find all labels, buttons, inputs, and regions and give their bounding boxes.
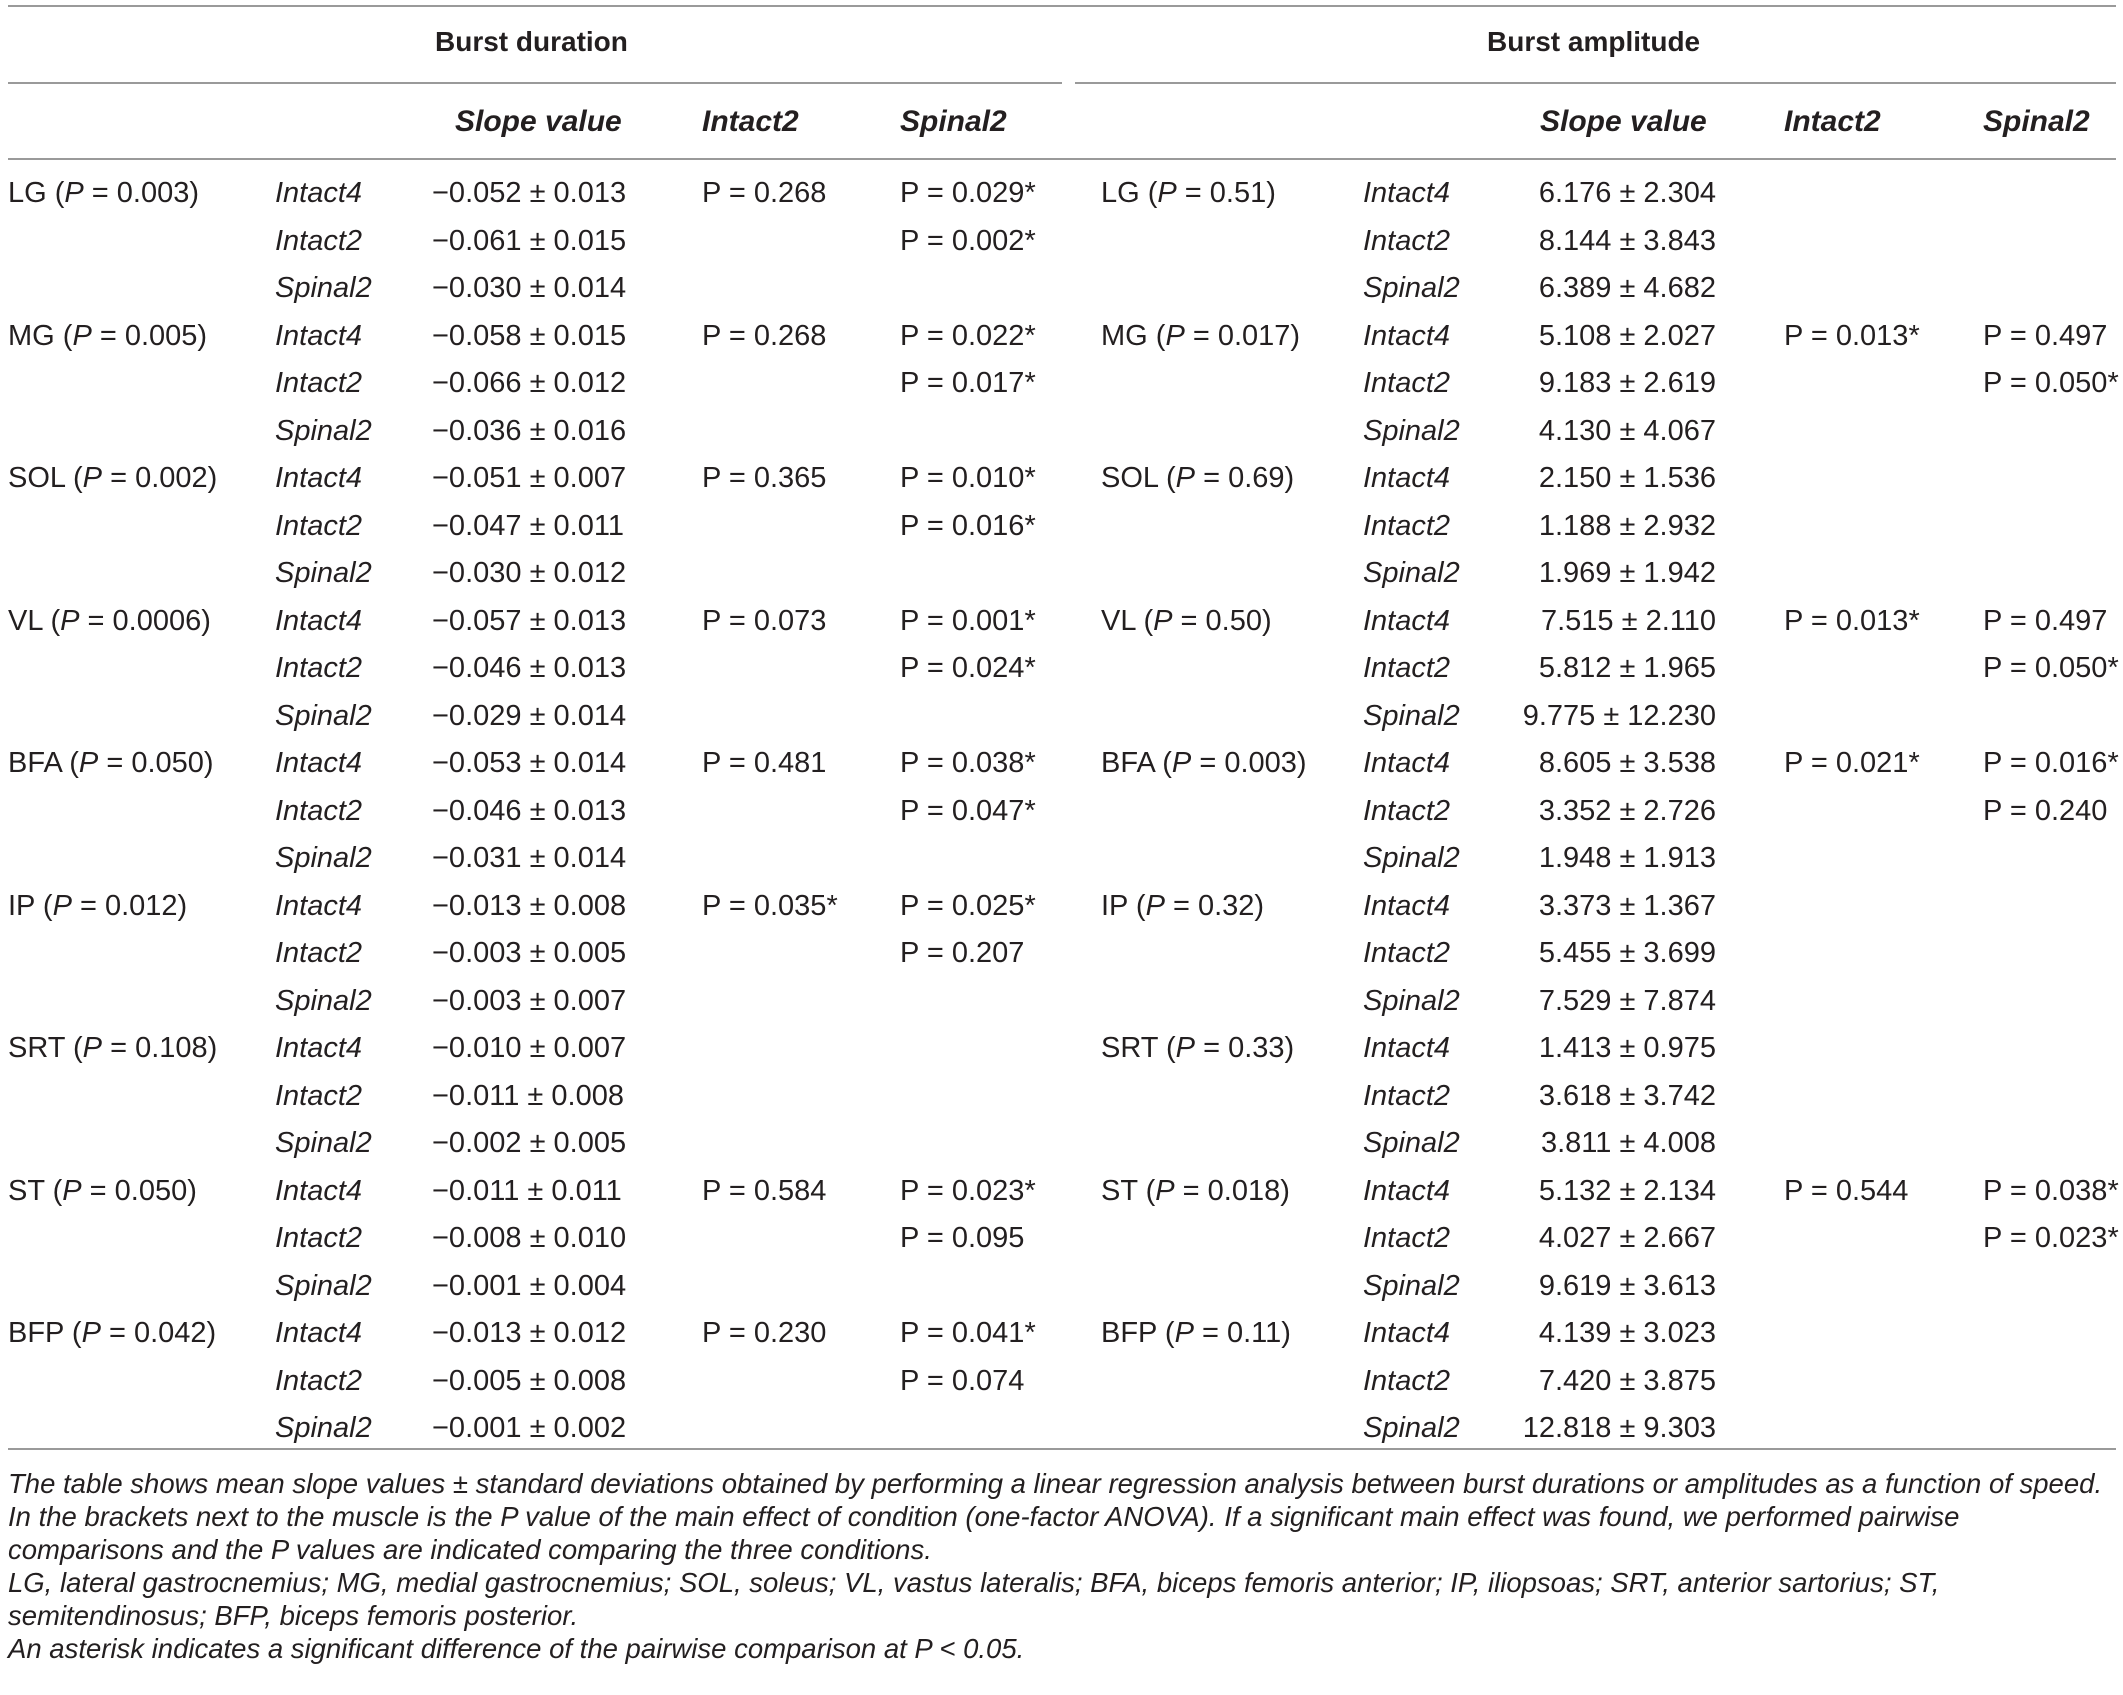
anova-p-value: = 0.33) <box>1195 1032 1295 1064</box>
duration-condition-cell: Intact4 <box>275 1174 363 1207</box>
amplitude-slope-cell: 3.618 ± 3.742 <box>1538 1079 1716 1112</box>
amplitude-slope-cell: 5.108 ± 2.027 <box>1538 319 1716 352</box>
duration-spinal2-p-cell: P = 0.207 <box>900 937 1025 969</box>
amplitude-slope-cell: 1.413 ± 0.975 <box>1538 1032 1716 1064</box>
duration-spinal2-p-cell: P = 0.022* <box>900 319 1036 352</box>
amplitude-intact2-p-cell: P = 0.013* <box>1784 319 1920 352</box>
amplitude-slope-cell: 7.529 ± 7.874 <box>1538 984 1716 1017</box>
table-row <box>0 1120 2123 1168</box>
amplitude-condition-cell: Intact4 <box>1363 1317 1451 1349</box>
duration-condition-cell: Spinal2 <box>275 1269 372 1302</box>
amplitude-slope-cell: 12.818 ± 9.303 <box>1522 1412 1716 1444</box>
amplitude-slope-cell: 6.176 ± 2.304 <box>1538 177 1716 209</box>
duration-muscle-cell <box>8 313 207 361</box>
duration-slope-cell: −0.061 ± 0.015 <box>432 224 627 257</box>
anova-p-value: = 0.51) <box>1176 177 1276 209</box>
duration-slope-cell: −0.005 ± 0.008 <box>432 1364 627 1397</box>
amplitude-condition-cell: Intact4 <box>1363 604 1451 637</box>
duration-slope-cell: −0.010 ± 0.007 <box>432 1032 627 1064</box>
duration-slope-cell: −0.001 ± 0.004 <box>432 1269 627 1302</box>
duration-spinal2-p-cell: P = 0.002* <box>900 224 1036 257</box>
duration-slope-cell: −0.002 ± 0.005 <box>432 1127 627 1159</box>
col-head-duration-spinal2: Spinal2 <box>900 105 1007 138</box>
duration-slope-cell: −0.003 ± 0.005 <box>432 937 627 969</box>
col-head-duration-intact2: Intact2 <box>702 105 799 138</box>
duration-slope-cell: −0.029 ± 0.014 <box>432 699 627 732</box>
p-symbol: P <box>82 1032 103 1064</box>
anova-p-value: = 0.32) <box>1164 889 1265 922</box>
duration-slope-cell: −0.057 ± 0.013 <box>432 604 627 637</box>
amplitude-condition-cell: Intact4 <box>1363 1174 1451 1207</box>
amplitude-slope-cell: 9.619 ± 3.613 <box>1538 1269 1716 1302</box>
duration-condition-cell: Spinal2 <box>275 842 372 874</box>
amplitude-slope-cell: 4.130 ± 4.067 <box>1538 414 1716 447</box>
amplitude-condition-cell: Spinal2 <box>1363 1127 1460 1159</box>
duration-condition-cell: Intact2 <box>275 937 363 969</box>
muscle-label: SRT ( <box>1101 1032 1176 1064</box>
header-rule <box>8 158 2116 160</box>
muscle-label: BFA ( <box>1101 747 1172 779</box>
amplitude-condition-cell: Intact2 <box>1363 367 1451 399</box>
duration-slope-cell: −0.003 ± 0.007 <box>432 984 627 1017</box>
amplitude-muscle-cell <box>1101 598 1272 646</box>
amplitude-spinal2-p-cell: P = 0.023* <box>1983 1222 2119 1254</box>
amplitude-muscle-cell <box>1101 313 1300 361</box>
duration-condition-cell: Intact2 <box>275 509 363 542</box>
amplitude-condition-cell: Intact2 <box>1363 1364 1451 1397</box>
duration-intact2-p-cell: P = 0.268 <box>702 319 827 352</box>
table-row <box>0 1263 2123 1311</box>
table-footnotes <box>8 1467 2116 1665</box>
duration-condition-cell: Intact4 <box>275 462 363 494</box>
duration-slope-cell: −0.013 ± 0.008 <box>432 889 627 922</box>
p-symbol: P <box>72 319 92 352</box>
amplitude-intact2-p-cell: P = 0.013* <box>1784 604 1920 637</box>
duration-muscle-cell <box>8 455 217 503</box>
table-row <box>0 1025 2123 1073</box>
muscle-label: LG ( <box>8 177 65 209</box>
duration-condition-cell: Intact4 <box>275 1032 363 1064</box>
table-row <box>0 170 2123 218</box>
table-row <box>0 1310 2123 1358</box>
amplitude-spinal2-p-cell: P = 0.016* <box>1983 747 2119 779</box>
duration-intact2-p-cell: P = 0.268 <box>702 177 827 209</box>
p-symbol: P <box>1153 604 1173 637</box>
duration-slope-cell: −0.030 ± 0.014 <box>432 272 627 304</box>
anova-p-value: = 0.005) <box>91 319 208 352</box>
duration-slope-cell: −0.046 ± 0.013 <box>432 794 627 827</box>
amplitude-condition-cell: Spinal2 <box>1363 699 1460 732</box>
amplitude-condition-cell: Intact4 <box>1363 177 1451 209</box>
amplitude-slope-cell: 1.948 ± 1.913 <box>1538 842 1716 874</box>
amplitude-group-rule <box>1075 82 2116 84</box>
duration-muscle-cell <box>8 1310 216 1358</box>
duration-slope-cell: −0.030 ± 0.012 <box>432 557 627 589</box>
duration-slope-cell: −0.001 ± 0.002 <box>432 1412 627 1444</box>
anova-p-value: = 0.012) <box>71 889 188 922</box>
anova-p-value: = 0.003) <box>83 177 200 209</box>
col-head-amplitude-intact2: Intact2 <box>1784 105 1881 138</box>
duration-condition-cell: Spinal2 <box>275 699 372 732</box>
duration-slope-cell: −0.013 ± 0.012 <box>432 1317 627 1349</box>
table-row <box>0 598 2123 646</box>
duration-group-rule <box>8 82 1062 84</box>
anova-p-value: = 0.050) <box>98 747 214 779</box>
table-row <box>0 1358 2123 1406</box>
p-symbol: P <box>64 177 84 209</box>
anova-p-value: = 0.017) <box>1184 319 1301 352</box>
amplitude-condition-cell: Spinal2 <box>1363 984 1460 1017</box>
p-symbol: P <box>1165 319 1185 352</box>
table-row <box>0 835 2123 883</box>
duration-condition-cell: Spinal2 <box>275 414 372 447</box>
amplitude-spinal2-p-cell: P = 0.050* <box>1983 652 2119 684</box>
amplitude-spinal2-p-cell: P = 0.240 <box>1983 794 2108 827</box>
col-head-amplitude-spinal2: Spinal2 <box>1983 105 2090 138</box>
p-symbol: P <box>60 604 80 637</box>
amplitude-slope-cell: 3.373 ± 1.367 <box>1538 889 1716 922</box>
duration-condition-cell: Spinal2 <box>275 984 372 1017</box>
muscle-label: BFP ( <box>8 1317 82 1349</box>
amplitude-slope-cell: 9.183 ± 2.619 <box>1538 367 1716 399</box>
anova-p-value: = 0.108) <box>102 1032 218 1064</box>
amplitude-slope-cell: 1.969 ± 1.942 <box>1538 557 1716 589</box>
duration-condition-cell: Intact4 <box>275 319 363 352</box>
table-row <box>0 408 2123 456</box>
duration-slope-cell: −0.011 ± 0.008 <box>432 1079 624 1112</box>
p-symbol: P <box>1157 177 1177 209</box>
duration-condition-cell: Intact4 <box>275 747 363 779</box>
amplitude-condition-cell: Intact4 <box>1363 747 1451 779</box>
anova-p-value: = 0.042) <box>100 1317 217 1349</box>
duration-spinal2-p-cell: P = 0.001* <box>900 604 1036 637</box>
duration-spinal2-p-cell: P = 0.017* <box>900 367 1036 399</box>
duration-condition-cell: Intact4 <box>275 1317 363 1349</box>
duration-muscle-cell <box>8 170 199 218</box>
amplitude-condition-cell: Spinal2 <box>1363 1269 1460 1302</box>
amplitude-slope-cell: 6.389 ± 4.682 <box>1538 272 1716 304</box>
duration-muscle-cell <box>8 1025 217 1073</box>
p-symbol: P <box>1171 747 1192 779</box>
duration-spinal2-p-cell: P = 0.024* <box>900 652 1036 684</box>
amplitude-condition-cell: Spinal2 <box>1363 414 1460 447</box>
duration-intact2-p-cell: P = 0.584 <box>702 1174 827 1207</box>
duration-spinal2-p-cell: P = 0.029* <box>900 177 1036 209</box>
amplitude-condition-cell: Intact2 <box>1363 937 1451 969</box>
duration-slope-cell: −0.047 ± 0.011 <box>432 509 624 542</box>
duration-condition-cell: Intact2 <box>275 224 363 257</box>
amplitude-condition-cell: Spinal2 <box>1363 272 1460 304</box>
duration-condition-cell: Spinal2 <box>275 1127 372 1159</box>
duration-slope-cell: −0.008 ± 0.010 <box>432 1222 627 1254</box>
table-row <box>0 360 2123 408</box>
table-row <box>0 1073 2123 1121</box>
duration-intact2-p-cell: P = 0.035* <box>702 889 838 922</box>
p-symbol: P <box>52 889 72 922</box>
muscle-label: VL ( <box>1101 604 1154 637</box>
p-symbol: P <box>78 747 99 779</box>
anova-p-value: = 0.11) <box>1193 1317 1291 1349</box>
table-row <box>0 740 2123 788</box>
footnote-asterisk: An asterisk indicates a significant difference of the pairwise comparison at P < 0.05. <box>8 1633 1025 1664</box>
anova-p-value: = 0.50) <box>1172 604 1272 637</box>
duration-condition-cell: Intact4 <box>275 889 363 922</box>
anova-p-value: = 0.0006) <box>79 604 211 637</box>
amplitude-condition-cell: Intact4 <box>1363 889 1451 922</box>
duration-slope-cell: −0.011 ± 0.011 <box>432 1174 622 1207</box>
amplitude-muscle-cell <box>1101 170 1276 218</box>
p-symbol: P <box>1175 1032 1196 1064</box>
amplitude-condition-cell: Intact4 <box>1363 462 1451 494</box>
amplitude-condition-cell: Intact4 <box>1363 319 1451 352</box>
duration-intact2-p-cell: P = 0.365 <box>702 462 827 494</box>
amplitude-condition-cell: Spinal2 <box>1363 557 1460 589</box>
p-symbol: P <box>82 462 103 494</box>
duration-condition-cell: Intact4 <box>275 177 363 209</box>
amplitude-spinal2-p-cell: P = 0.050* <box>1983 367 2119 399</box>
duration-slope-cell: −0.051 ± 0.007 <box>432 462 627 494</box>
amplitude-condition-cell: Intact2 <box>1363 1079 1451 1112</box>
top-rule <box>8 5 2116 7</box>
amplitude-muscle-cell <box>1101 1025 1294 1073</box>
duration-spinal2-p-cell: P = 0.041* <box>900 1317 1036 1349</box>
amplitude-muscle-cell <box>1101 1310 1291 1358</box>
duration-spinal2-p-cell: P = 0.010* <box>900 462 1036 494</box>
table-row <box>0 645 2123 693</box>
muscle-label: SOL ( <box>8 462 83 494</box>
duration-muscle-cell <box>8 598 211 646</box>
duration-muscle-cell <box>8 883 187 931</box>
duration-condition-cell: Intact4 <box>275 604 363 637</box>
muscle-label: MG ( <box>8 319 73 352</box>
duration-condition-cell: Intact2 <box>275 1222 363 1254</box>
duration-spinal2-p-cell: P = 0.025* <box>900 889 1036 922</box>
col-head-amplitude-slope: Slope value <box>1540 105 1707 138</box>
table-row <box>0 1405 2123 1453</box>
duration-spinal2-p-cell: P = 0.023* <box>900 1174 1036 1207</box>
table-row <box>0 978 2123 1026</box>
muscle-label: BFA ( <box>8 747 79 779</box>
table-row <box>0 503 2123 551</box>
duration-condition-cell: Intact2 <box>275 652 363 684</box>
duration-condition-cell: Spinal2 <box>275 1412 372 1444</box>
p-symbol: P <box>1175 462 1196 494</box>
p-symbol: P <box>62 1174 82 1207</box>
duration-condition-cell: Intact2 <box>275 1079 363 1112</box>
amplitude-condition-cell: Spinal2 <box>1363 842 1460 874</box>
anova-p-value: = 0.003) <box>1191 747 1307 779</box>
muscle-label: MG ( <box>1101 319 1166 352</box>
duration-intact2-p-cell: P = 0.073 <box>702 604 827 637</box>
duration-slope-cell: −0.053 ± 0.014 <box>432 747 627 779</box>
col-head-duration-slope: Slope value <box>455 105 622 138</box>
amplitude-slope-cell: 9.775 ± 12.230 <box>1522 699 1716 732</box>
amplitude-slope-cell: 5.812 ± 1.965 <box>1538 652 1716 684</box>
table-row <box>0 930 2123 978</box>
duration-spinal2-p-cell: P = 0.074 <box>900 1364 1025 1397</box>
amplitude-slope-cell: 8.144 ± 3.843 <box>1538 224 1716 257</box>
amplitude-slope-cell: 5.132 ± 2.134 <box>1538 1174 1716 1207</box>
amplitude-spinal2-p-cell: P = 0.497 <box>1983 319 2108 352</box>
anova-p-value: = 0.69) <box>1195 462 1295 494</box>
anova-p-value: = 0.018) <box>1174 1174 1290 1207</box>
table-row <box>0 455 2123 503</box>
muscle-label: IP ( <box>1101 889 1146 922</box>
amplitude-slope-cell: 3.811 ± 4.008 <box>1540 1127 1716 1159</box>
duration-slope-cell: −0.066 ± 0.012 <box>432 367 627 399</box>
duration-slope-cell: −0.031 ± 0.014 <box>432 842 627 874</box>
amplitude-condition-cell: Intact2 <box>1363 794 1451 827</box>
amplitude-muscle-cell <box>1101 883 1264 931</box>
muscle-label: SOL ( <box>1101 462 1176 494</box>
duration-condition-cell: Intact2 <box>275 794 363 827</box>
amplitude-condition-cell: Intact4 <box>1363 1032 1451 1064</box>
duration-condition-cell: Intact2 <box>275 367 363 399</box>
duration-condition-cell: Spinal2 <box>275 272 372 304</box>
amplitude-slope-cell: 5.455 ± 3.699 <box>1538 937 1716 969</box>
header-burst-amplitude: Burst amplitude <box>1487 26 1701 57</box>
duration-intact2-p-cell: P = 0.481 <box>702 747 827 779</box>
duration-intact2-p-cell: P = 0.230 <box>702 1317 827 1349</box>
amplitude-slope-cell: 7.420 ± 3.875 <box>1538 1364 1716 1397</box>
muscle-label: SRT ( <box>8 1032 83 1064</box>
muscle-label: LG ( <box>1101 177 1158 209</box>
p-symbol: P <box>81 1317 101 1349</box>
muscle-label: ST ( <box>1101 1174 1156 1207</box>
footnote-description: The table shows mean slope values ± standard deviations obtained by performing a linear regression analysis between burst durations or amplitudes as a function of speed. In the brackets next to the muscle is the P value of the main effect of condition (one-factor ANOVA). If a significant main effect was found, we performed pairwise comparisons and the P values are indicated comparing the three conditions. <box>8 1468 2103 1565</box>
duration-condition-cell: Spinal2 <box>275 557 372 589</box>
duration-slope-cell: −0.058 ± 0.015 <box>432 319 627 352</box>
duration-muscle-cell <box>8 1168 197 1216</box>
anova-p-value: = 0.002) <box>102 462 218 494</box>
duration-slope-cell: −0.046 ± 0.013 <box>432 652 627 684</box>
amplitude-spinal2-p-cell: P = 0.038* <box>1983 1174 2119 1207</box>
amplitude-spinal2-p-cell: P = 0.497 <box>1983 604 2108 637</box>
amplitude-muscle-cell <box>1101 1168 1290 1216</box>
table-row <box>0 265 2123 313</box>
table-row <box>0 693 2123 741</box>
table-row <box>0 1215 2123 1263</box>
table-row <box>0 550 2123 598</box>
amplitude-muscle-cell <box>1101 740 1307 788</box>
amplitude-condition-cell: Intact2 <box>1363 1222 1451 1254</box>
muscle-label: VL ( <box>8 604 61 637</box>
table-row <box>0 883 2123 931</box>
amplitude-condition-cell: Intact2 <box>1363 224 1451 257</box>
muscle-label: IP ( <box>8 889 53 922</box>
amplitude-condition-cell: Spinal2 <box>1363 1412 1460 1444</box>
amplitude-slope-cell: 8.605 ± 3.538 <box>1538 747 1716 779</box>
duration-slope-cell: −0.052 ± 0.013 <box>432 177 627 209</box>
amplitude-muscle-cell <box>1101 455 1294 503</box>
amplitude-intact2-p-cell: P = 0.544 <box>1784 1174 1909 1207</box>
amplitude-intact2-p-cell: P = 0.021* <box>1784 747 1920 779</box>
amplitude-slope-cell: 7.515 ± 2.110 <box>1540 604 1716 637</box>
table-row <box>0 313 2123 361</box>
muscle-label: BFP ( <box>1101 1317 1175 1349</box>
table-body <box>0 170 2123 1453</box>
duration-condition-cell: Intact2 <box>275 1364 363 1397</box>
duration-spinal2-p-cell: P = 0.095 <box>900 1222 1025 1254</box>
amplitude-condition-cell: Intact2 <box>1363 509 1451 542</box>
table-row <box>0 788 2123 836</box>
amplitude-slope-cell: 1.188 ± 2.932 <box>1538 509 1716 542</box>
table-row <box>0 218 2123 266</box>
header-burst-duration: Burst duration <box>435 26 628 57</box>
amplitude-condition-cell: Intact2 <box>1363 652 1451 684</box>
amplitude-slope-cell: 3.352 ± 2.726 <box>1538 794 1716 827</box>
anova-p-value: = 0.050) <box>81 1174 197 1207</box>
p-symbol: P <box>1155 1174 1175 1207</box>
amplitude-slope-cell: 4.027 ± 2.667 <box>1538 1222 1716 1254</box>
bottom-rule <box>8 1448 2116 1450</box>
p-symbol: P <box>1145 889 1165 922</box>
table-row <box>0 1168 2123 1216</box>
amplitude-slope-cell: 4.139 ± 3.023 <box>1538 1317 1716 1349</box>
duration-muscle-cell <box>8 740 214 788</box>
duration-spinal2-p-cell: P = 0.047* <box>900 794 1036 827</box>
footnote-abbreviations: LG, lateral gastrocnemius; MG, medial gastrocnemius; SOL, soleus; VL, vastus lateralis; BFA, biceps femoris anterior; IP, iliopsoas; SRT, anterior sartorius; ST, semitendinosus; BFP, biceps femoris posterior. <box>8 1567 1940 1631</box>
duration-spinal2-p-cell: P = 0.038* <box>900 747 1036 779</box>
amplitude-slope-cell: 2.150 ± 1.536 <box>1538 462 1716 494</box>
duration-spinal2-p-cell: P = 0.016* <box>900 509 1036 542</box>
p-symbol: P <box>1174 1317 1194 1349</box>
duration-slope-cell: −0.036 ± 0.016 <box>432 414 627 447</box>
muscle-label: ST ( <box>8 1174 63 1207</box>
